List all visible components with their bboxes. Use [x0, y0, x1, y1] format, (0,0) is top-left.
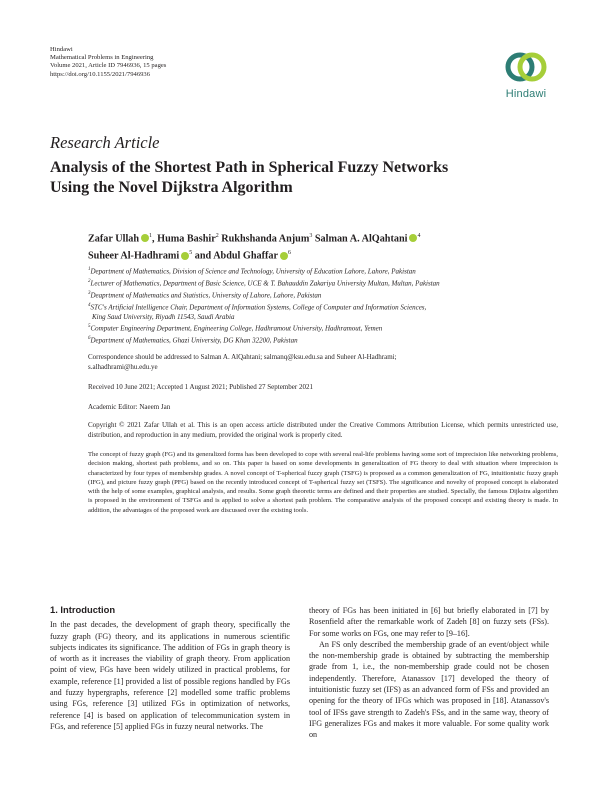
author-sup: 3: [309, 233, 313, 239]
right-column: [309, 605, 549, 741]
author-line-2: Suheer Al-Hadhrami $^5$ and Abdul Ghaffar $^6$: [88, 250, 292, 262]
logo-text: Hindawi: [505, 88, 547, 100]
hindawi-logo: [498, 48, 554, 104]
author-sup: 5: [189, 250, 193, 257]
author-name[interactable]: Rukhshanda Anjum: [221, 233, 310, 245]
copyright-notice: Copyright © 2021 Zafar Ullah et al. This is an open access article distributed under the Creative Commons Attribution License, which permits unrestricted use, distribution, and reproduction in any medium, provided the original work is properly cited.: [88, 421, 558, 439]
author-name[interactable]: Huma Bashir: [157, 233, 216, 245]
affiliations: [88, 265, 558, 346]
article-title: [50, 158, 550, 198]
publication-dates: Received 10 June 2021; Accepted 1 August 2021; Published 27 September 2021: [88, 383, 313, 391]
intro-paragraph: In the past decades, the development of graph theory, specifically the fuzzy graph (FG) theory, and its applications in numerous scientific subjects indicates its significance. The addition of FGs in graph theory is of worth as it increases the viability of graph theory. From application point of view, FGs have been widely utilized in practical problems, for example, reference [1] provided a list of possible regions handled by FGs and fuzzy hypergraphs, reference [2] modelled some traffic problems using FGs, reference [3] utilized FGs in optimization of networks, reference [4] is based on application of telecommunication system in FGs, and reference [5] applied FGs in fuzzy neural networks. The: [50, 620, 290, 731]
author-sup: 2: [215, 233, 219, 239]
orcid-icon[interactable]: [280, 252, 288, 260]
affiliation-item: $^5$Computer Engineering Department, Engineering College, Hadhramout University, Hadhramout, Yemen: [88, 324, 383, 333]
affiliation-continuation: King Saud University, Riyadh 11543, Saudi Arabia: [92, 312, 235, 321]
affiliation-item: $^3$Deaprtment of Mathematics and Statistics, University of Lahore, Lahore, Pakistan: [88, 290, 322, 300]
title-line-2: Using the Novel Dijkstra Algorithm: [50, 179, 293, 196]
author-sup: 1: [149, 233, 153, 239]
section-heading: 1. Introduction: [50, 604, 116, 615]
author-name[interactable]: Abdul Ghaffar: [213, 250, 279, 262]
affiliation-item: $^6$Department of Mathematics, Ghazi University, DG Khan 32200, Pakistan: [88, 336, 298, 345]
author-sup: 6: [288, 250, 292, 257]
intro-paragraph: An FS only described the membership grade of an event/object while the non-membership grade is obtained by subtracting the membership grade from 1, i.e., the non-membership grade could not be chosen independently. Therefore, Atanassov [17] developed the theory of intuitionistic fuzzy set (IFS) as an advanced form of FSs and provided an opening for the theory of IFGs which was proposed in [18]. Atanassov's tool of IFSs gave strength to Zadeh's FSs, and in the same way, theory of IFG generalizes FGs and makes it more valuable. For some quality work on: [309, 639, 549, 740]
volume-info: Volume 2021, Article ID 7946936, 15 pages: [50, 62, 167, 70]
journal-name: Mathematical Problems in Engineering: [50, 54, 154, 62]
intro-paragraph: theory of FGs has been initiated in [6] but briefly elaborated in [7] by Rosenfield after the remarkable work of Zadeh [8] on fuzzy sets (FSs). For some works on FGs, one may refer to [9–16].: [309, 606, 549, 638]
publisher-name: Hindawi: [50, 46, 73, 53]
affiliation-item: $^4$STC's Artificial Intelligence Chair, Department of Information Systems, College of Computer and Information Sciences,: [88, 302, 427, 312]
author-line-1: Zafar Ullah $^1$, Huma Bashir$^2$ Rukhshanda Anjum$^3$ Salman A. AlQahtani $^4$: [88, 233, 421, 245]
academic-editor: Academic Editor: Naeem Jan: [88, 403, 171, 411]
author-name[interactable]: Suheer Al-Hadhrami: [88, 250, 180, 262]
abstract: The concept of fuzzy graph (FG) and its generalized forms has been developed to cope with several real-life problems having some sort of imprecision like networking problems, decision making, shortest path problems, and so on. This paper is based on some developments in generalization of FG theory to deal with situation where imprecision is characterized by four types of membership grades. A novel concept of T-spherical fuzzy graph (TSFG) is proposed as a common generalization of FG, intuitionistic fuzzy graph (IFG), and picture fuzzy graph (PFG) based on the recently introduced concept of T-spherical fuzzy set (TSFS). The significance and novelty of proposed concept is elaborated with the help of some examples, graphical analysis, and results. Some graph theoretic terms are defined and their properties are studied. Specially, the famous Dijkstra algorithm is proposed in the environment of TSFGs and is applied to solve a shortest path problem. The comparative analysis of the proposed concept and existing theory is made. In addition, the advantages of the proposed work are discussed over the existing tools.: [88, 451, 558, 514]
author-name[interactable]: Zafar Ullah: [88, 233, 140, 245]
correspondence: Correspondence should be addressed to Salman A. AlQahtani; salmanq@ksu.edu.sa and Suheer Al-Hadhrami; s.alhadhrami@hu.edu.ye: [88, 353, 397, 371]
title-line-1: Analysis of the Shortest Path in Spherical Fuzzy Networks: [50, 159, 449, 176]
author-sup: 4: [417, 233, 421, 239]
affiliation-item: $^1$Department of Mathematics, Division of Science and Technology, University of Education Lahore, Lahore, Pakistan: [88, 267, 416, 276]
journal-info: [50, 46, 166, 79]
doi-link[interactable]: https://doi.org/10.1155/2021/7946936: [50, 70, 151, 78]
affiliation-item: $^2$Lecturer of Mathematics, Department of Basic Science, UCE & T. Bahauddin Zakariya University Multan, Multan, Pakistan: [88, 278, 440, 288]
article-type: Research Article: [50, 133, 160, 152]
author-list: [88, 229, 548, 264]
hindawi-logo-icon: [502, 48, 550, 88]
orcid-icon[interactable]: [141, 234, 149, 242]
author-name[interactable]: Salman A. AlQahtani: [314, 233, 408, 245]
left-column: [50, 604, 290, 732]
